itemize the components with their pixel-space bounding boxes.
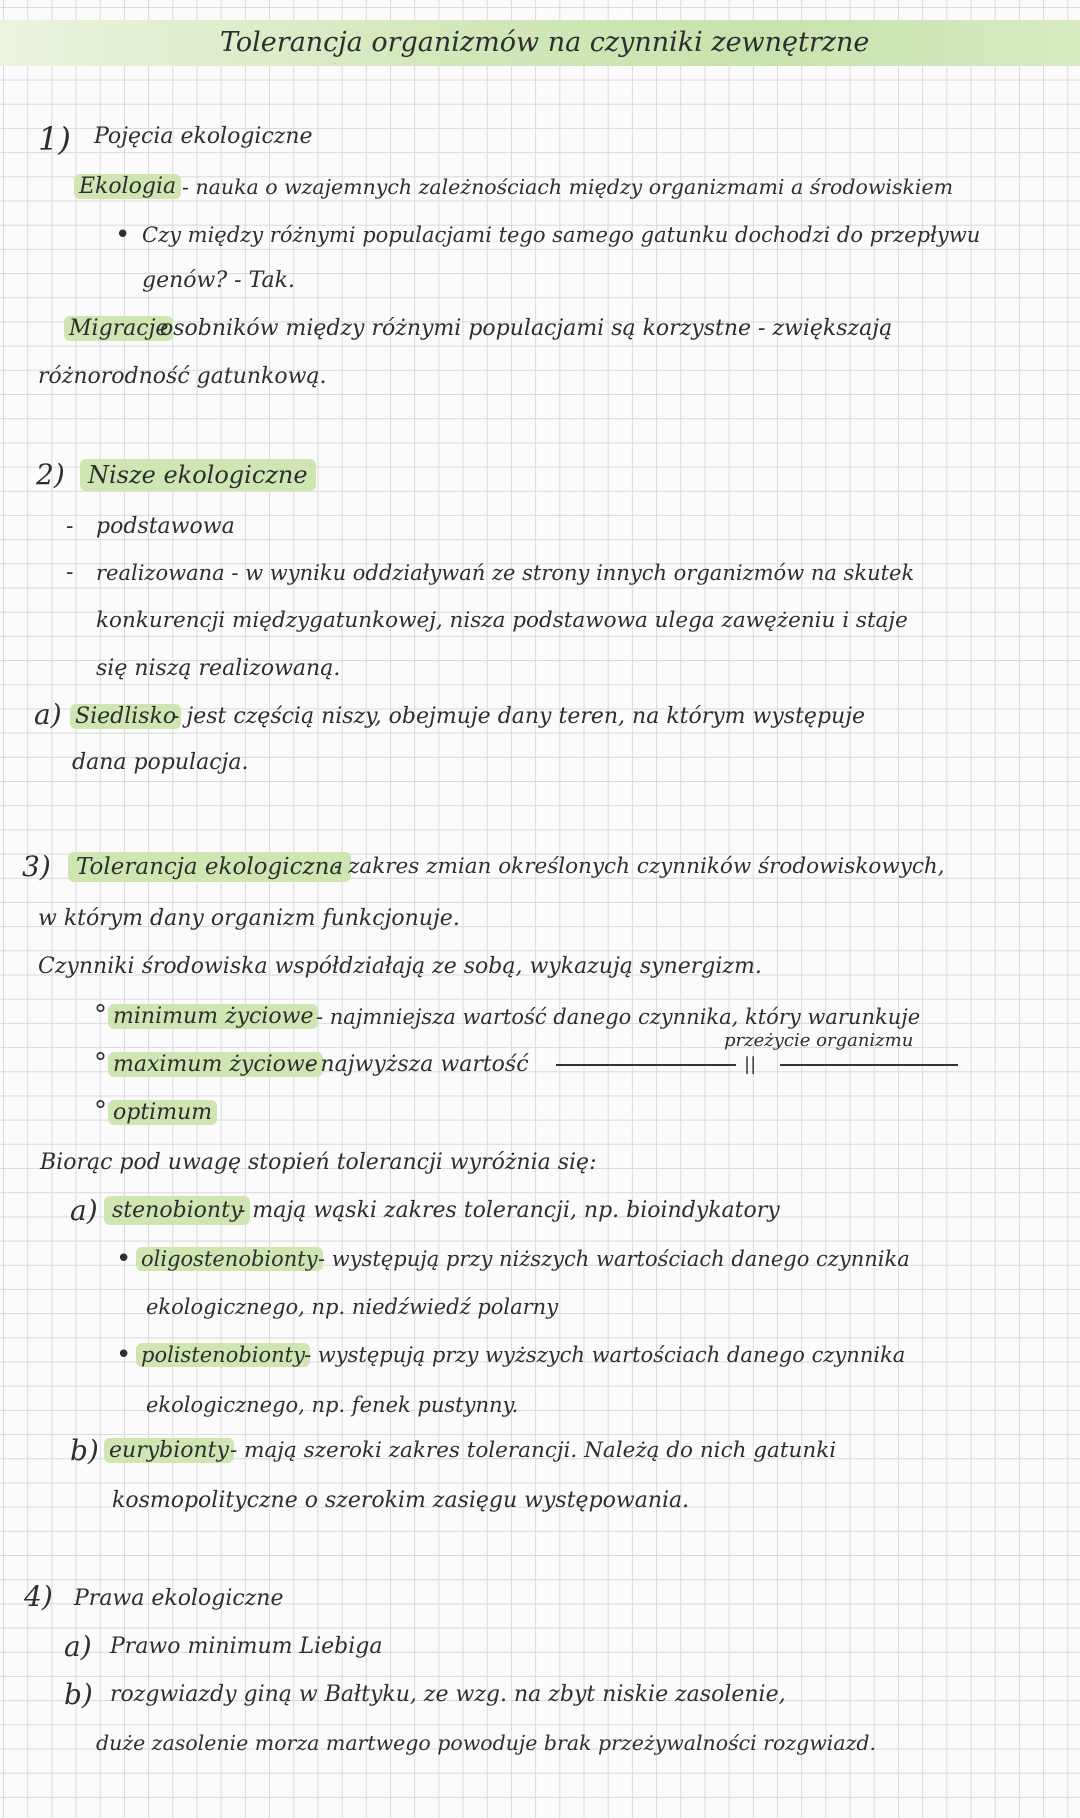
maximum-definition: - najwyższa wartość	[306, 1052, 529, 1077]
section-1-number: 1)	[38, 120, 71, 158]
eurybionty-term	[104, 1436, 234, 1466]
poli-line-1: - występują przy wyższych wartościach danego czynnika	[304, 1343, 906, 1367]
optimum-term	[108, 1098, 217, 1128]
page-title: Tolerancja organizmów na czynniki zewnętrzne	[220, 27, 870, 58]
oligo-highlight: oligostenobionty	[136, 1247, 323, 1271]
nisze-highlight: Nisze ekologiczne	[80, 459, 316, 491]
eurybionty-highlight: eurybionty	[104, 1438, 234, 1463]
minimum-circle: °	[94, 1000, 107, 1030]
migracje-highlight: Migracje	[64, 316, 173, 341]
biorac-line: Biorąc pod uwagę stopień tolerancji wyróżnia się:	[40, 1150, 597, 1175]
prawo-b-line-2: duże zasolenie morza martwego powoduje brak przeżywalności rozgwiazd.	[96, 1731, 877, 1755]
siedlisko-line-1: - jest częścią niszy, obejmuje dany teren, na którym występuje	[172, 704, 866, 729]
czynniki-line: Czynniki środowiska współdziałają ze sobą, wykazują synergizm.	[38, 954, 762, 979]
siedlisko-label: a)	[34, 698, 62, 731]
realizowana-line-2: konkurencji międzygatunkowej, nisza podstawowa ulega zawężeniu i staje	[96, 608, 908, 633]
minimum-definition: - najmniejsza wartość danego czynnika, który warunkuje	[316, 1005, 921, 1029]
section-1-heading: Pojęcia ekologiczne	[94, 124, 313, 149]
optimum-highlight: optimum	[108, 1100, 217, 1125]
tolerancja-term	[68, 852, 351, 882]
eurybionty-line-1: - mają szeroki zakres tolerancji. Należą do nich gatunki	[230, 1438, 837, 1463]
poli-line-2: ekologicznego, np. fenek pustynny.	[146, 1393, 519, 1417]
realizowana-dash: -	[66, 560, 74, 585]
oligo-bullet: •	[116, 1244, 132, 1274]
ekologia-highlight: Ekologia	[74, 174, 181, 199]
section-3-number: 3)	[22, 850, 51, 883]
section-4-number: 4)	[24, 1580, 53, 1613]
ditto-rule-left	[556, 1064, 736, 1066]
realizowana-line-1: realizowana - w wyniku oddziaływań ze strony innych organizmów na skutek	[96, 561, 915, 585]
stenobionty-label: a)	[70, 1194, 98, 1227]
section-2-number: 2)	[36, 458, 65, 491]
migracje-line-2: różnorodność gatunkową.	[38, 364, 327, 389]
migracje-line-1: osobników między różnymi populacjami są korzystne - zwiększają	[160, 316, 893, 341]
question-line-2: genów? - Tak.	[142, 268, 295, 293]
prawo-b-label: b)	[64, 1678, 93, 1711]
przezycie-note: przeżycie organizmu	[724, 1030, 914, 1051]
maximum-highlight: maximum życiowe	[108, 1052, 323, 1077]
oligo-line-1: - występują przy niższych wartościach danego czynnika	[318, 1247, 910, 1271]
tolerancja-highlight: Tolerancja ekologiczna	[68, 852, 351, 882]
maximum-term	[108, 1050, 323, 1080]
section-2-heading	[80, 460, 316, 490]
siedlisko-highlight: Siedlisko	[70, 704, 181, 729]
ditto-mark: ||	[744, 1054, 757, 1075]
poli-highlight: polistenobionty	[136, 1343, 310, 1367]
eurybionty-line-2: kosmopolityczne o szerokim zasięgu występowania.	[112, 1488, 690, 1513]
migracje-term	[64, 314, 173, 344]
prawo-a-label: a)	[64, 1630, 92, 1663]
ditto-rule-right	[780, 1064, 958, 1066]
ekologia-definition: - nauka o wzajemnych zależnościach między organizmami a środowiskiem	[182, 175, 954, 199]
eurybionty-label: b)	[70, 1434, 99, 1467]
prawo-b-line-1: rozgwiazdy giną w Bałtyku, ze wzg. na zbyt niskie zasolenie,	[110, 1682, 786, 1707]
polistenobionty-term	[136, 1340, 310, 1370]
question-line-1: Czy między różnymi populacjami tego samego gatunku dochodzi do przepływu	[142, 223, 981, 247]
ekologia-term	[74, 172, 181, 202]
tolerancja-def-line-1: - zakres zmian określonych czynników środowiskowych,	[334, 854, 945, 879]
minimum-term	[108, 1002, 318, 1032]
realizowana-line-3: się niszą realizowaną.	[96, 656, 341, 681]
oligo-line-2: ekologicznego, np. niedźwiedź polarny	[146, 1295, 559, 1319]
prawo-a-text: Prawo minimum Liebiga	[110, 1634, 383, 1659]
maximum-circle: °	[94, 1048, 107, 1078]
question-bullet: •	[115, 220, 131, 250]
podstawowa-dash: -	[66, 514, 74, 539]
section-4-heading: Prawa ekologiczne	[74, 1586, 284, 1611]
siedlisko-term	[70, 702, 181, 732]
minimum-highlight: minimum życiowe	[108, 1004, 318, 1029]
stenobionty-highlight: stenobionty	[104, 1196, 250, 1225]
optimum-circle: °	[94, 1096, 107, 1126]
tolerancja-def-line-2: w którym dany organizm funkcjonuje.	[38, 906, 460, 931]
poli-bullet: •	[116, 1340, 132, 1370]
stenobionty-term	[104, 1196, 250, 1226]
oligostenobionty-term	[136, 1244, 323, 1274]
stenobionty-definition: - mają wąski zakres tolerancji, np. bioindykatory	[238, 1198, 780, 1223]
siedlisko-line-2: dana populacja.	[72, 750, 249, 775]
podstawowa-item: podstawowa	[96, 514, 235, 539]
